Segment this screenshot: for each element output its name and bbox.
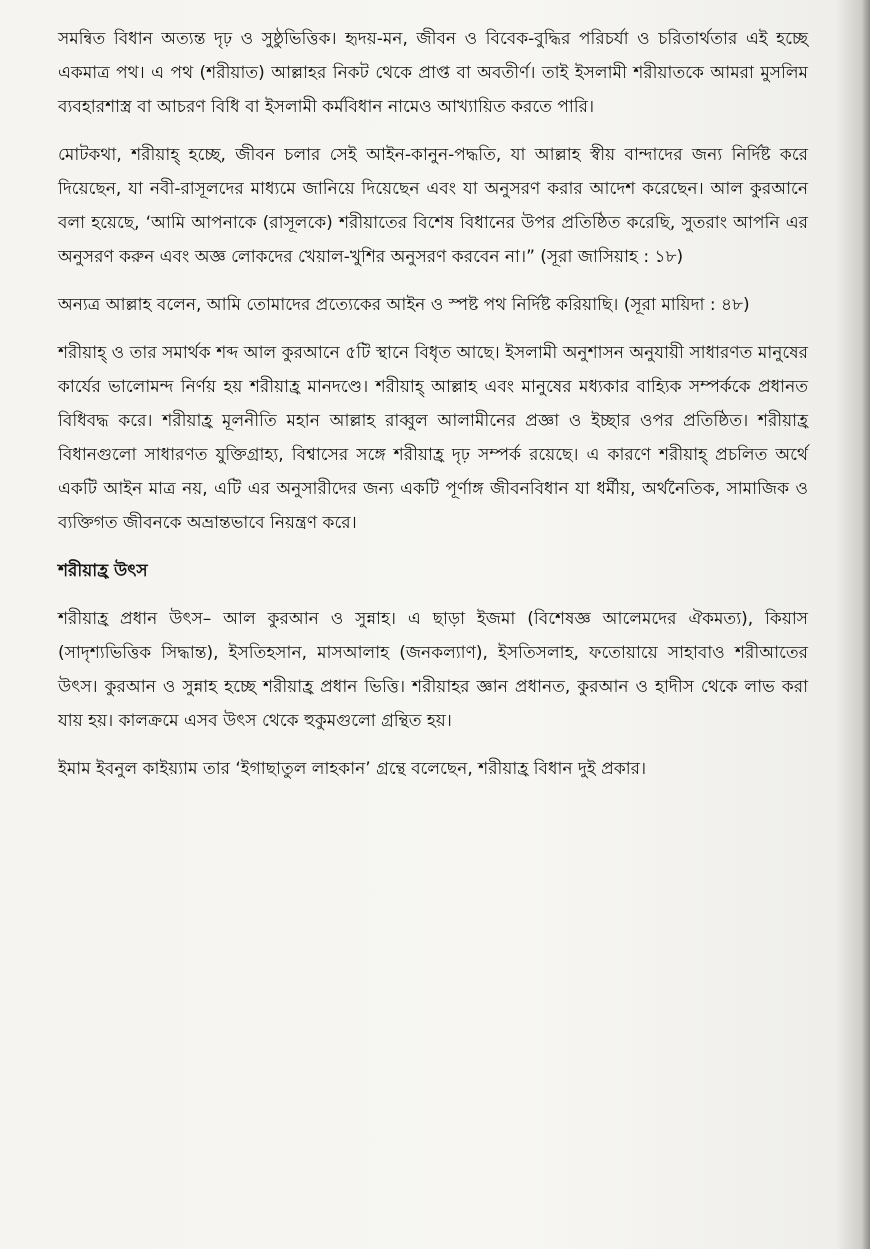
paragraph-3: অন্যত্র আল্লাহ বলেন, আমি তোমাদের প্রত্যেকের আইন ও স্পষ্ট পথ নির্দিষ্ট করিয়াছি। (সূরা মায়িদা : ৪৮): [58, 295, 750, 315]
paragraph-4: শরীয়াহ্ ও তার সমার্থক শব্দ আল কুরআনে ৫টি স্থানে বিধৃত আছে। ইসলামী অনুশাসন অনুযায়ী সাধারণত মানুষের কার্যের ভালোমন্দ নির্ণয় হয় শরীয়াহ্র মানদণ্ডে। শরীয়াহ্ আল্লাহ এবং মানুষের মধ্যকার বাহ্যিক সম্পর্ককে প্রধানত বিধিবদ্ধ করে। শরীয়াহ্র মূলনীতি মহান আল্লাহ রাব্বুল আলামীনের প্রজ্ঞা ও ইচ্ছার ওপর প্রতিষ্ঠিত। শরীয়াহ্র বিধানগুলো সাধারণত যুক্তিগ্রাহ্য, বিশ্বাসের সঙ্গে শরীয়াহ্র দৃঢ় সম্পর্ক রয়েছে। এ কারণে শরীয়াহ্ প্রচলিত অর্থে একটি আইন মাত্র নয়, এটি এর অনুসারীদের জন্য একটি পূর্ণাঙ্গ জীবনবিধান যা ধর্মীয়, অর্থনৈতিক, সামাজিক ও ব্যক্তিগত জীবনকে অভ্রান্তভাবে নিয়ন্ত্রণ করে।: [58, 343, 809, 533]
paragraph-6: ইমাম ইবনুল কাইয়্যাম তার ‘ইগাছাতুল লাহকান’ গ্রন্থে বলেছেন, শরীয়াহ্র বিধান দুই প্রকার।: [58, 759, 647, 779]
paragraph-2: মোটকথা, শরীয়াহ্ হচ্ছে, জীবন চলার সেই আইন-কানুন-পদ্ধতি, যা আল্লাহ স্বীয় বান্দাদের জন্য নির্দিষ্ট করে দিয়েছেন, যা নবী-রাসূলদের মাধ্যমে জানিয়ে দিয়েছেন এবং যা অনুসরণ করার আদেশ করেছেন। আল কুরআনে বলা হয়েছে, ‘আমি আপনাকে (রাসূলকে) শরীয়াতের বিশেষ বিধানের উপর প্রতিষ্ঠিত করেছি, সুতরাং আপনি এর অনুসরণ করুন এবং অজ্ঞ লোকদের খেয়াল-খুশির অনুসরণ করবেন না।” (সূরা জাসিয়াহ : ১৮): [58, 145, 808, 267]
page-text: [58, 22, 808, 800]
paragraph-1: সমন্বিত বিধান অত্যন্ত দৃঢ় ও সুষ্ঠুভিত্তিক। হৃদয়-মন, জীবন ও বিবেক-বুদ্ধির পরিচর্যা ও চরিতার্থতার এই হচ্ছে একমাত্র পথ। এ পথ (শরীয়াত) আল্লাহর নিকট থেকে প্রাপ্ত বা অবতীর্ণ। তাই ইসলামী শরীয়াতকে আমরা মুসলিম ব্যবহারশাস্ত্র বা আচরণ বিধি বা ইসলামী কর্মবিধান নামেও আখ্যায়িত করতে পারি।: [58, 29, 808, 117]
section-heading: শরীয়াহ্র উৎস: [58, 561, 148, 581]
paragraph-5: শরীয়াহ্র প্রধান উৎস– আল কুরআন ও সুন্নাহ। এ ছাড়া ইজমা (বিশেষজ্ঞ আলেমদের ঐকমত্য), কিয়াস (সাদৃশ্যভিত্তিক সিদ্ধান্ত), ইসতিহসান, মাসআলাহ (জনকল্যাণ), ইসতিসলাহ, ফতোয়ায়ে সাহাবাও শরীআতের উৎস। কুরআন ও সুন্নাহ হচ্ছে শরীয়াহ্র প্রধান ভিত্তি। শরীয়াহর জ্ঞান প্রধানত, কুরআন ও হাদীস থেকে লাভ করা যায় হয়। কালক্রমে এসব উৎস থেকে হুকুমগুলো গ্রন্থিত হয়।: [58, 609, 808, 731]
